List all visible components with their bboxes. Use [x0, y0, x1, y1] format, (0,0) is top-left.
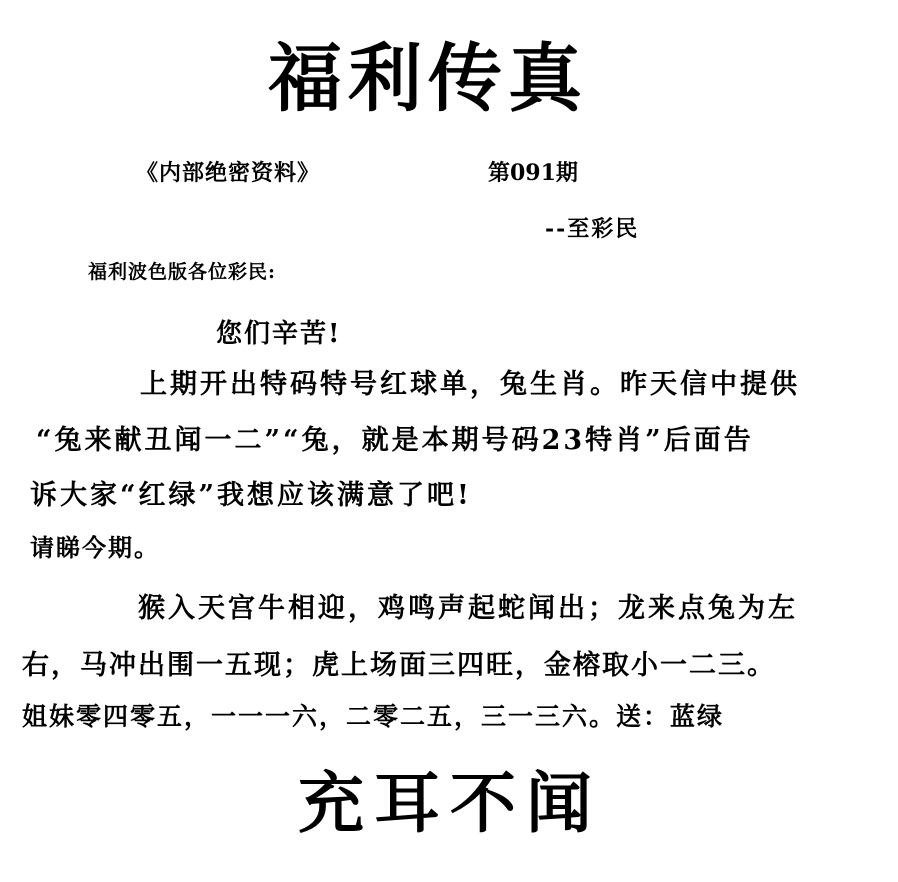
paragraph-line: 诉大家“红绿”我想应该满意了吧! [30, 480, 472, 511]
paragraph-line: 右，马冲出围一五现；虎上场面三四旺，金榕取小一二三。 [22, 650, 776, 681]
issue-number: 第091期 [488, 160, 578, 186]
greeting-line: 福利波色版各位彩民: [88, 261, 277, 283]
paragraph-line: “兔来献丑闻一二”“兔，就是本期号码23特肖”后面告 [36, 425, 754, 456]
paragraph-line: 上期开出特码特号红球单，兔生肖。昨天信中提供 [140, 369, 800, 400]
paragraph-line: 请睇今期。 [30, 533, 160, 562]
document-subtitle: 《内部绝密资料》 [136, 160, 321, 186]
paragraph-line: 姐妹零四零五，一一一六，二零二五，三一三六。送：蓝绿 [22, 702, 725, 731]
paragraph-line: 猴入天宫牛相迎，鸡鸣声起蛇闻出；龙来点兔为左 [138, 593, 798, 624]
footer-title: 充耳不闻 [298, 764, 602, 842]
addressee-signoff: --至彩民 [545, 216, 640, 242]
thanks-line: 您们辛苦! [216, 319, 342, 349]
page-title: 福利传真 [268, 36, 588, 122]
